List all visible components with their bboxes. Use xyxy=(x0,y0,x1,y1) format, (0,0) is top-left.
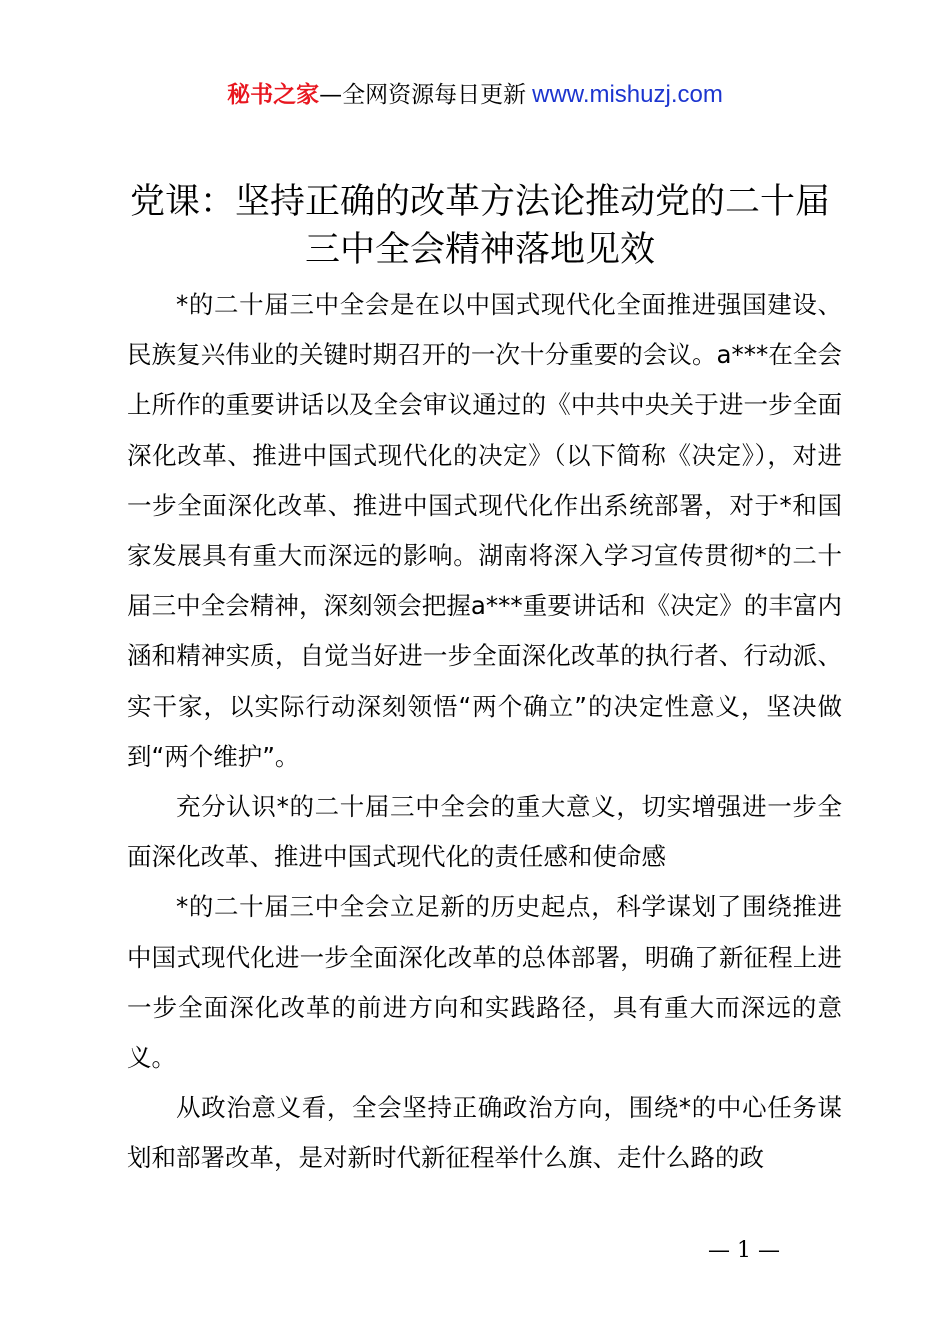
document-body xyxy=(127,280,842,1184)
paragraph: 从政治意义看，全会坚持正确政治方向，围绕*的中心任务谋划和部署改革，是对新时代新征程举什么旗、走什么路的政 xyxy=(127,1093,842,1173)
title-line-1: 党课：坚持正确的改革方法论推动党的二十届 xyxy=(129,182,830,222)
header-tagline: —全网资源每日更新 xyxy=(319,82,527,108)
document-title xyxy=(110,178,850,274)
paragraph: 充分认识*的二十届三中全会的重大意义，切实增强进一步全面深化改革、推进中国式现代化的责任感和使命感 xyxy=(127,792,842,872)
site-header xyxy=(0,78,950,112)
title-line-2: 三中全会精神落地见效 xyxy=(304,230,655,270)
brand-name: 秘书之家 xyxy=(227,82,320,108)
site-url-link[interactable]: www.mishuzj.com xyxy=(532,81,723,108)
page-number: — 1 — xyxy=(708,1238,780,1263)
paragraph: *的二十届三中全会是在以中国式现代化全面推进强国建设、民族复兴伟业的关键时期召开的一次十分重要的会议。a***在全会上所作的重要讲话以及全会审议通过的《中共中央关于进一步全面深化改革、推进中国式现代化的决定》（以下简称《决定》），对进一步全面深化改革、推进中国式现代化作出系统部署，对于*和国家发展具有重大而深远的影响。湖南将深入学习宣传贯彻*的二十届三中全会精神，深刻领会把握a***重要讲话和《决定》的丰富内涵和精神实质，自觉当好进一步全面深化改革的执行者、行动派、实干家，以实际行动深刻领悟“两个确立”的决定性意义，坚决做到“两个维护”。 xyxy=(127,290,842,771)
paragraph: *的二十届三中全会立足新的历史起点，科学谋划了围绕推进中国式现代化进一步全面深化改革的总体部署，明确了新征程上进一步全面深化改革的前进方向和实践路径，具有重大而深远的意义。 xyxy=(127,892,842,1073)
